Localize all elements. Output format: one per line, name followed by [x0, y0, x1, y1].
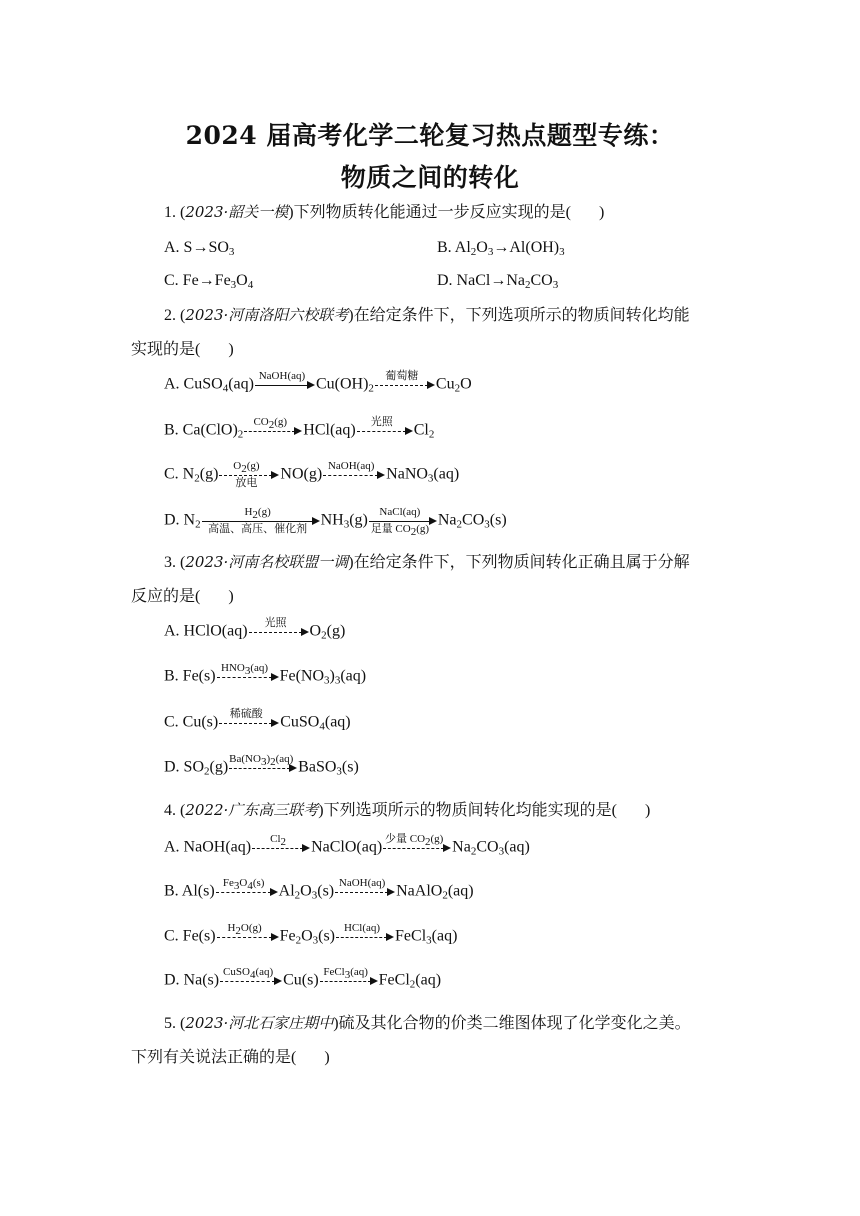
reaction-arrow: NaOH(aq): [335, 877, 395, 907]
q4-option-a: A. NaOH(aq) $Cl_2$ NaClO(aq) 少量 $CO_2(g)$ $Na_2CO_3(aq)$: [164, 833, 530, 863]
reaction-arrow: 少量 $CO_2(g)$: [383, 833, 451, 863]
reaction-arrow: NaOH(aq): [255, 370, 315, 400]
question-5-stem: 5. (2023·河北石家庄期中)硫及其化合物的价类二维图体现了化学变化之美。: [164, 1014, 691, 1032]
reaction-arrow: $Ba(NO_3)_2(aq)$: [229, 753, 297, 783]
question-source: 2022·广东高三联考: [185, 801, 319, 819]
question-source: 2023·河北石家庄期中: [185, 1014, 334, 1032]
question-source: 2023·河南名校联盟一调: [185, 553, 349, 571]
reaction-arrow: FeCl$_3$(aq): [320, 966, 378, 996]
q2-option-b: B. $Ca(ClO)_2$ $CO_2(g)$ HCl(aq) 光照 $Cl_2$: [164, 416, 434, 446]
reaction-arrow: $H_2O(g)$: [217, 922, 279, 952]
reaction-arrow: 稀硫酸: [219, 708, 279, 738]
question-4-stem: 4. (2022·广东高三联考)下列选项所示的物质间转化均能实现的是( ): [164, 801, 651, 819]
reaction-arrow: $Fe_3O_4(s)$: [216, 877, 278, 907]
reaction-arrow: 葡萄糖: [375, 370, 435, 400]
reaction-arrow: NaCl(aq) 足量 $CO_2(g)$: [369, 506, 437, 536]
q1-option-d: D. $NaCl\to Na_2CO_3$: [437, 272, 559, 291]
q1-option-a: A. $S\to SO_3$: [164, 239, 235, 258]
reaction-arrow: 光照: [249, 617, 309, 647]
reaction-arrow: $CO_2(g)$: [244, 416, 302, 446]
reaction-arrow: $Cl_2$: [252, 833, 310, 863]
reaction-arrow: CuSO$_4$(aq): [220, 966, 282, 996]
question-3-stem: 3. (2023·河南名校联盟一调)在给定条件下，下列物质间转化正确且属于分解: [164, 553, 690, 571]
reaction-arrow: HCl(aq): [336, 922, 394, 952]
q4-option-c: C. Fe(s) $H_2O(g)$ $Fe_2O_3(s)$ HCl(aq) FeCl$_3$(aq): [164, 922, 457, 952]
question-source: 2023·韶关一模: [185, 203, 289, 221]
reaction-arrow: $O_2(g)$ 放电: [219, 460, 279, 490]
reaction-arrow: $H_2(g)$ 高温、高压、催化剂: [202, 506, 320, 536]
q2-option-a: A. CuSO$_4$(aq) NaOH(aq) $Cu(OH)_2$ 葡萄糖 $Cu_2O$: [164, 370, 472, 400]
q3-option-d: D. $SO_2(g)$ $Ba(NO_3)_2(aq)$ BaSO$_3$(s): [164, 753, 359, 783]
question-5-stem-cont: 下列有关说法正确的是( ): [131, 1049, 330, 1066]
title-line-2: 物质之间的转化: [340, 163, 520, 192]
q1-option-c: C. $Fe\to Fe_3O_4$: [164, 272, 254, 291]
q1-option-b: B. $Al_2O_3\to Al(OH)_3$: [437, 239, 565, 258]
q4-option-b: B. Al(s) $Fe_3O_4(s)$ $Al_2O_3(s)$ NaOH(aq) NaAlO$_2$(aq): [164, 877, 474, 907]
question-3-stem-cont: 反应的是( ): [131, 588, 234, 605]
title-line-1: 2024 届高考化学二轮复习热点题型专练：: [185, 121, 675, 150]
q3-option-b: B. Fe(s) $HNO_3(aq)$ $Fe(NO_3)_3(aq)$: [164, 662, 366, 692]
q3-option-c: C. Cu(s) 稀硫酸 CuSO$_4$(aq): [164, 708, 351, 738]
question-source: 2023·河南洛阳六校联考: [185, 306, 349, 324]
q2-option-c: C. $N_2(g)$ $O_2(g)$ 放电 NO(g) NaOH(aq) NaNO$_3$(aq): [164, 460, 460, 489]
question-2-stem-cont: 实现的是( ): [131, 341, 234, 358]
question-1-stem: 1. (2023·韶关一模)下列物质转化能通过一步反应实现的是( ): [164, 203, 605, 221]
reaction-arrow: NaOH(aq): [323, 460, 385, 490]
reaction-arrow: 光照: [357, 416, 413, 446]
q2-option-d: D. $N_2$ $H_2(g)$ 高温、高压、催化剂 $NH_3(g)$ NaCl(aq) 足量 $CO_2(g)$ $Na_2CO_3(s)$: [164, 506, 507, 538]
q4-option-d: D. Na(s) CuSO$_4$(aq) Cu(s) FeCl$_3$(aq) FeCl$_2$(aq): [164, 966, 441, 996]
reaction-arrow: $HNO_3(aq)$: [217, 662, 279, 692]
question-2-stem: 2. (2023·河南洛阳六校联考)在给定条件下，下列选项所示的物质间转化均能: [164, 306, 690, 324]
q3-option-a: A. HClO(aq) 光照 $O_2(g)$: [164, 617, 345, 647]
